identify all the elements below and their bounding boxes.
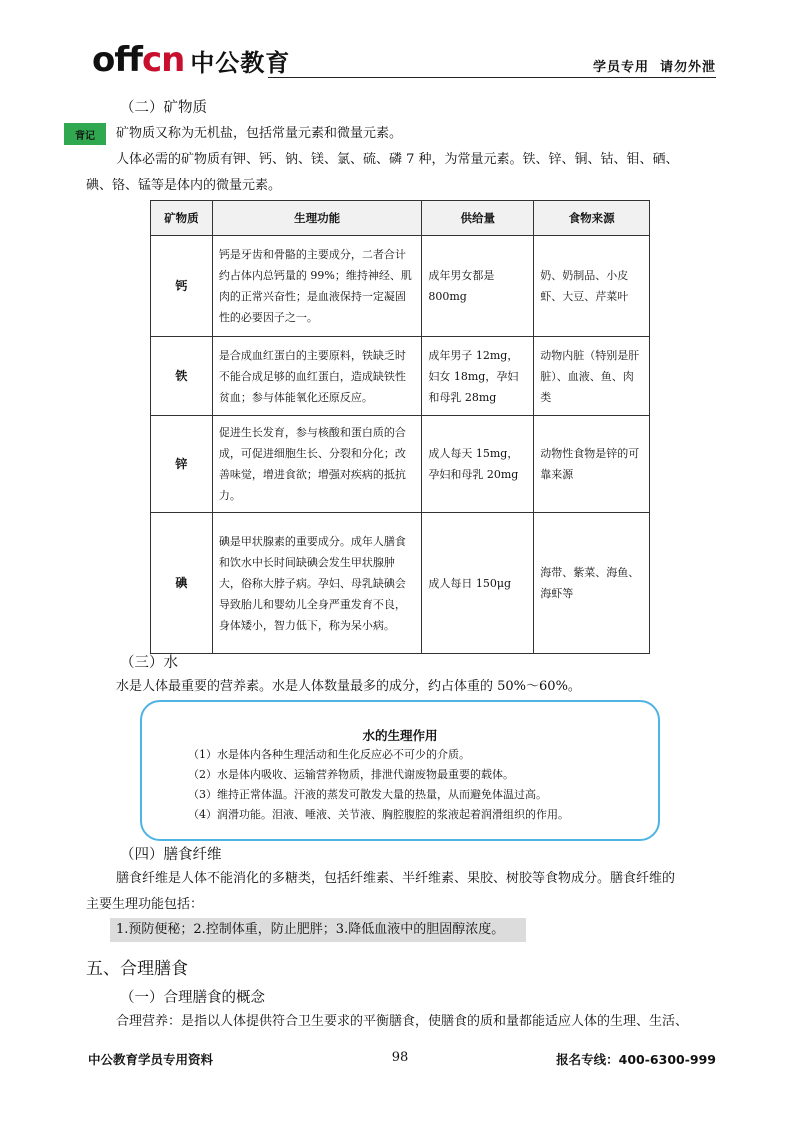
table-header-row xyxy=(151,201,650,236)
section-heading-fiber: （四）膳食纤维 xyxy=(120,847,222,863)
column-header: 生理功能 xyxy=(212,201,422,236)
paragraph-line: 矿物质又称为无机盐，包括常量元素和微量元素。 xyxy=(116,126,403,141)
mineral-name: 钙 xyxy=(151,236,213,337)
column-header: 食物来源 xyxy=(534,201,650,236)
column-header: 供给量 xyxy=(422,201,534,236)
paragraph-line: 膳食纤维是人体不能消化的多糖类，包括纤维素、半纤维素、果胶、树胶等食物成分。膳食纤维的 xyxy=(116,871,676,886)
highlighted-line: 1.预防便秘；2.控制体重，防止肥胖；3.降低血液中的胆固醇浓度。 xyxy=(116,922,505,937)
footer-left: 中公教育学员专用资料 xyxy=(88,1052,214,1067)
mineral-name: 锌 xyxy=(151,416,213,513)
mineral-name: 铁 xyxy=(151,337,213,416)
source-cell: 动物内脏（特别是肝脏）、血液、鱼、肉类 xyxy=(534,337,650,416)
supply-cell: 成年男女都是 800mg xyxy=(422,236,534,337)
paragraph-line: 碘、铬、锰等是体内的微量元素。 xyxy=(86,178,282,193)
supply-cell: 成年男子 12mg，妇女 18mg，孕妇和母乳 28mg xyxy=(422,337,534,416)
list-item: （3）维持正常体温。汗液的蒸发可散发大量的热量，从而避免体温过高。 xyxy=(188,788,547,801)
subsection-heading: （一）合理膳食的概念 xyxy=(120,990,265,1006)
paragraph-line: 人体必需的矿物质有钾、钙、钠、镁、氯、硫、磷 7 种，为常量元素。铁、锌、铜、钴、钼、硒、 xyxy=(116,152,679,167)
paragraph-line: 水是人体最重要的营养素。水是人体数量最多的成分，约占体重的 50%～60%。 xyxy=(116,679,581,694)
brand-logo xyxy=(92,42,290,78)
table-row xyxy=(151,236,650,337)
table-row xyxy=(151,337,650,416)
function-cell: 促进生长发育，参与核酸和蛋白质的合成，可促进细胞生长、分裂和分化；改善味觉，增进食欲；增强对疾病的抵抗力。 xyxy=(212,416,422,513)
header-notice: 学员专用 请勿外泄 xyxy=(592,60,716,75)
paragraph-line: 主要生理功能包括： xyxy=(86,897,204,912)
footer-hotline: 报名专线：400-6300-999 xyxy=(556,1052,716,1067)
paragraph-line: 合理营养：是指以人体提供符合卫生要求的平衡膳食，使膳食的质和量都能适应人体的生理、生活、 xyxy=(116,1014,689,1029)
table-row xyxy=(151,416,650,513)
chapter-heading: 五、合理膳食 xyxy=(86,959,188,979)
supply-cell: 成人每天 15mg，孕妇和母乳 20mg xyxy=(422,416,534,513)
source-cell: 奶、奶制品、小皮虾、大豆、芹菜叶 xyxy=(534,236,650,337)
list-item: （1）水是体内各种生理活动和生化反应必不可少的介质。 xyxy=(188,748,470,761)
list-item: （4）润滑功能。泪液、唾液、关节液、胸腔腹腔的浆液起着润滑组织的作用。 xyxy=(188,808,569,821)
function-cell: 钙是牙齿和骨骼的主要成分，二者合计约占体内总钙量的 99%；维持神经、肌肉的正常兴奋性；是血液保持一定凝固性的必要因子之一。 xyxy=(212,236,422,337)
function-cell: 碘是甲状腺素的重要成分。成年人膳食和饮水中长时间缺碘会发生甲状腺肿大，俗称大脖子病。孕妇、母乳缺碘会导致胎儿和婴幼儿全身严重发育不良，身体矮小，智力低下，称为呆小病。 xyxy=(212,513,422,654)
memorize-badge: 背记 xyxy=(64,123,106,145)
page-number: 98 xyxy=(391,1050,409,1065)
column-header: 矿物质 xyxy=(151,201,213,236)
supply-cell: 成人每日 150μg xyxy=(422,513,534,654)
logo-wordmark: offcn xyxy=(92,40,185,80)
list-item: （2）水是体内吸收、运输营养物质，排泄代谢废物最重要的载体。 xyxy=(188,768,514,781)
logo-chinese: 中公教育 xyxy=(190,48,291,77)
source-cell: 动物性食物是锌的可靠来源 xyxy=(534,416,650,513)
section-heading-minerals: （二）矿物质 xyxy=(120,100,207,116)
function-cell: 是合成血红蛋白的主要原料，铁缺乏时不能合成足够的血红蛋白，造成缺铁性贫血；参与体能氧化还原反应。 xyxy=(212,337,422,416)
section-heading-water: （三）水 xyxy=(120,655,178,671)
header-divider xyxy=(268,77,716,78)
mineral-name: 碘 xyxy=(151,513,213,654)
box-title: 水的生理作用 xyxy=(362,728,438,743)
mineral-table xyxy=(150,200,650,654)
source-cell: 海带、紫菜、海鱼、海虾等 xyxy=(534,513,650,654)
table-row xyxy=(151,513,650,654)
water-function-box xyxy=(140,700,660,841)
